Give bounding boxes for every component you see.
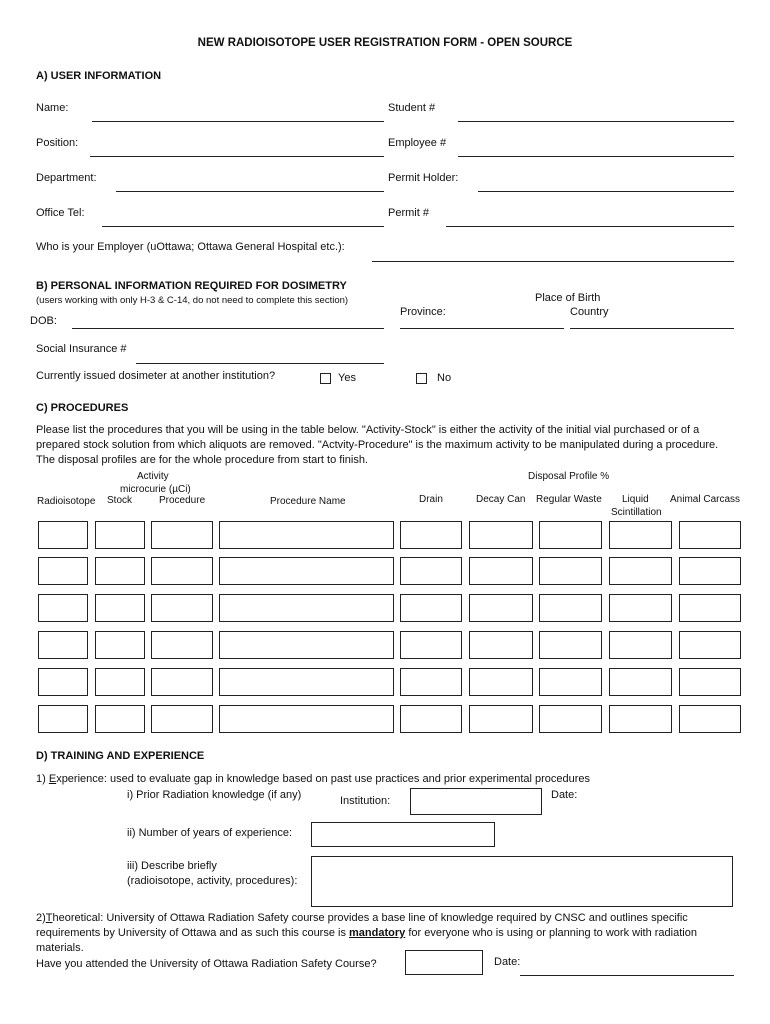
cell-scintillation-row-2[interactable] <box>609 557 672 585</box>
experience-rest: xperience: used to evaluate gap in knowledge based on past use practices and prior experimental procedures <box>56 773 591 785</box>
student-number-field[interactable] <box>458 121 734 122</box>
attended-question: Have you attended the University of Ottawa Radiation Safety Course? <box>36 958 377 970</box>
prior-knowledge-label: i) Prior Radiation knowledge (if any) <box>127 789 302 801</box>
col-regular-waste: Regular Waste <box>536 494 602 505</box>
name-field[interactable] <box>92 121 384 122</box>
cell-regular-waste-row-1[interactable] <box>539 521 602 549</box>
col-animal-carcass: Animal Carcass <box>670 494 741 505</box>
yes-label: Yes <box>338 372 356 384</box>
employer-label: Who is your Employer (uOttawa; Ottawa General Hospital etc.): <box>36 241 345 253</box>
office-tel-label: Office Tel: <box>36 207 85 219</box>
describe-label: iii) Describe briefly <box>127 860 217 872</box>
dosimeter-question: Currently issued dosimeter at another institution? <box>36 370 276 382</box>
name-label: Name: <box>36 102 69 114</box>
cell-procedure-row-1[interactable] <box>151 521 213 549</box>
theoretical-end: for everyone who is using or planning to work with radiation materials. <box>36 927 697 954</box>
microcurie-label: microcurie (µCi) <box>120 484 191 495</box>
cell-procedure-name-row-6[interactable] <box>219 705 394 733</box>
describe-sub-label: (radioisotope, activity, procedures): <box>127 875 298 887</box>
section-b-heading: B) PERSONAL INFORMATION REQUIRED FOR DOSIMETRY <box>36 280 347 292</box>
dosimetry-note: (users working with only H-3 & C-14, do not need to complete this section) <box>36 295 349 306</box>
dob-label: DOB: <box>30 315 57 327</box>
institution-label: Institution: <box>340 795 391 807</box>
experience-text <box>36 773 590 785</box>
cell-procedure-name-row-2[interactable] <box>219 557 394 585</box>
cell-radioisotope-row-3[interactable] <box>38 594 88 622</box>
cell-scintillation-row-6[interactable] <box>609 705 672 733</box>
cell-drain-row-2[interactable] <box>400 557 462 585</box>
place-of-birth-label: Place of Birth <box>535 292 601 304</box>
cell-radioisotope-row-4[interactable] <box>38 631 88 659</box>
cell-decay-can-row-1[interactable] <box>469 521 533 549</box>
country-field[interactable] <box>570 328 734 329</box>
cell-scintillation-row-1[interactable] <box>609 521 672 549</box>
attended-date-field[interactable] <box>520 975 734 976</box>
theoretical-prefix: 2) <box>36 912 46 924</box>
dob-field[interactable] <box>72 328 384 329</box>
cell-radioisotope-row-2[interactable] <box>38 557 88 585</box>
cell-procedure-row-4[interactable] <box>151 631 213 659</box>
col-drain: Drain <box>419 494 443 505</box>
permit-holder-field[interactable] <box>478 191 734 192</box>
cell-animal-carcass-row-1[interactable] <box>679 521 741 549</box>
cell-drain-row-5[interactable] <box>400 668 462 696</box>
col-decay-can: Decay Can <box>476 494 526 505</box>
cell-animal-carcass-row-4[interactable] <box>679 631 741 659</box>
cell-drain-row-1[interactable] <box>400 521 462 549</box>
experience-prefix: 1) <box>36 773 49 785</box>
cell-radioisotope-row-1[interactable] <box>38 521 88 549</box>
cell-scintillation-row-3[interactable] <box>609 594 672 622</box>
cell-procedure-row-3[interactable] <box>151 594 213 622</box>
cell-regular-waste-row-2[interactable] <box>539 557 602 585</box>
permit-label: Permit # <box>388 207 429 219</box>
activity-label: Activity <box>137 471 169 482</box>
cell-stock-row-6[interactable] <box>95 705 145 733</box>
department-field[interactable] <box>116 191 384 192</box>
cell-procedure-name-row-5[interactable] <box>219 668 394 696</box>
employee-number-field[interactable] <box>458 156 734 157</box>
col-procedure-name: Procedure Name <box>270 496 346 507</box>
cell-regular-waste-row-6[interactable] <box>539 705 602 733</box>
institution-field[interactable] <box>410 788 542 815</box>
department-label: Department: <box>36 172 97 184</box>
form-title: NEW RADIOISOTOPE USER REGISTRATION FORM - OPEN SOURCE <box>197 37 573 49</box>
position-field[interactable] <box>90 156 384 157</box>
theoretical-rest: heoretical: University of Ottawa Radiation Safety course provides a base line of knowledge required by CNSC and outlines specific requirements by University of Ottawa and as such this course is <box>36 912 688 939</box>
cell-regular-waste-row-3[interactable] <box>539 594 602 622</box>
sin-field[interactable] <box>136 363 384 364</box>
col-radioisotope: Radioisotope <box>37 496 96 507</box>
office-tel-field[interactable] <box>102 226 384 227</box>
cell-procedure-name-row-1[interactable] <box>219 521 394 549</box>
date-label: Date: <box>551 789 578 801</box>
years-experience-field[interactable] <box>311 822 495 847</box>
cell-decay-can-row-4[interactable] <box>469 631 533 659</box>
cell-scintillation-row-4[interactable] <box>609 631 672 659</box>
procedures-paragraph: Please list the procedures that you will be using in the table below. "Activity-Stock" is either the activity of the initial vial purchased or of a prepared stock solution from which aliquots are removed. "Actvity-Procedure" is the maximum activity to be manipulated during a procedure. The disposal profiles are for the whole procedure from start to finish. <box>36 424 719 466</box>
experience-initial: E <box>48 773 57 785</box>
cell-decay-can-row-6[interactable] <box>469 705 533 733</box>
col-scintillation: Scintillation <box>611 507 662 518</box>
cell-procedure-row-6[interactable] <box>151 705 213 733</box>
permit-number-field[interactable] <box>446 226 734 227</box>
cell-drain-row-3[interactable] <box>400 594 462 622</box>
cell-stock-row-2[interactable] <box>95 557 145 585</box>
attended-field[interactable] <box>405 950 483 975</box>
cell-decay-can-row-3[interactable] <box>469 594 533 622</box>
yes-checkbox[interactable] <box>320 373 331 384</box>
cell-regular-waste-row-4[interactable] <box>539 631 602 659</box>
describe-field[interactable] <box>311 856 733 907</box>
student-label: Student # <box>388 102 436 114</box>
mandatory-word: mandatory <box>349 927 406 939</box>
section-d-heading: D) TRAINING AND EXPERIENCE <box>36 750 205 762</box>
cell-regular-waste-row-5[interactable] <box>539 668 602 696</box>
cell-animal-carcass-row-3[interactable] <box>679 594 741 622</box>
sin-label: Social Insurance # <box>36 343 127 355</box>
cell-procedure-name-row-3[interactable] <box>219 594 394 622</box>
cell-stock-row-5[interactable] <box>95 668 145 696</box>
cell-drain-row-6[interactable] <box>400 705 462 733</box>
permit-holder-label: Permit Holder: <box>388 172 459 184</box>
theoretical-paragraph <box>36 911 736 956</box>
no-label: No <box>437 372 452 384</box>
disposal-profile-label: Disposal Profile % <box>528 471 610 482</box>
employer-field[interactable] <box>372 261 734 262</box>
section-c-heading: C) PROCEDURES <box>36 402 129 414</box>
date2-label: Date: <box>494 956 521 968</box>
cell-decay-can-row-2[interactable] <box>469 557 533 585</box>
section-a-heading: A) USER INFORMATION <box>36 70 162 82</box>
province-field[interactable] <box>400 328 564 329</box>
cell-procedure-name-row-4[interactable] <box>219 631 394 659</box>
cell-stock-row-3[interactable] <box>95 594 145 622</box>
years-experience-label: ii) Number of years of experience: <box>127 827 293 839</box>
cell-animal-carcass-row-6[interactable] <box>679 705 741 733</box>
no-checkbox[interactable] <box>416 373 427 384</box>
cell-procedure-row-2[interactable] <box>151 557 213 585</box>
col-liquid: Liquid <box>622 494 649 505</box>
cell-stock-row-1[interactable] <box>95 521 145 549</box>
cell-radioisotope-row-6[interactable] <box>38 705 88 733</box>
country-label: Country <box>570 306 609 318</box>
cell-animal-carcass-row-2[interactable] <box>679 557 741 585</box>
col-stock: Stock <box>107 495 133 506</box>
cell-stock-row-4[interactable] <box>95 631 145 659</box>
cell-animal-carcass-row-5[interactable] <box>679 668 741 696</box>
cell-radioisotope-row-5[interactable] <box>38 668 88 696</box>
cell-drain-row-4[interactable] <box>400 631 462 659</box>
province-label: Province: <box>400 306 446 318</box>
col-procedure: Procedure <box>159 495 206 506</box>
cell-decay-can-row-5[interactable] <box>469 668 533 696</box>
cell-scintillation-row-5[interactable] <box>609 668 672 696</box>
employee-label: Employee # <box>388 137 447 149</box>
cell-procedure-row-5[interactable] <box>151 668 213 696</box>
position-label: Position: <box>36 137 79 149</box>
theoretical-initial: T <box>45 912 53 924</box>
